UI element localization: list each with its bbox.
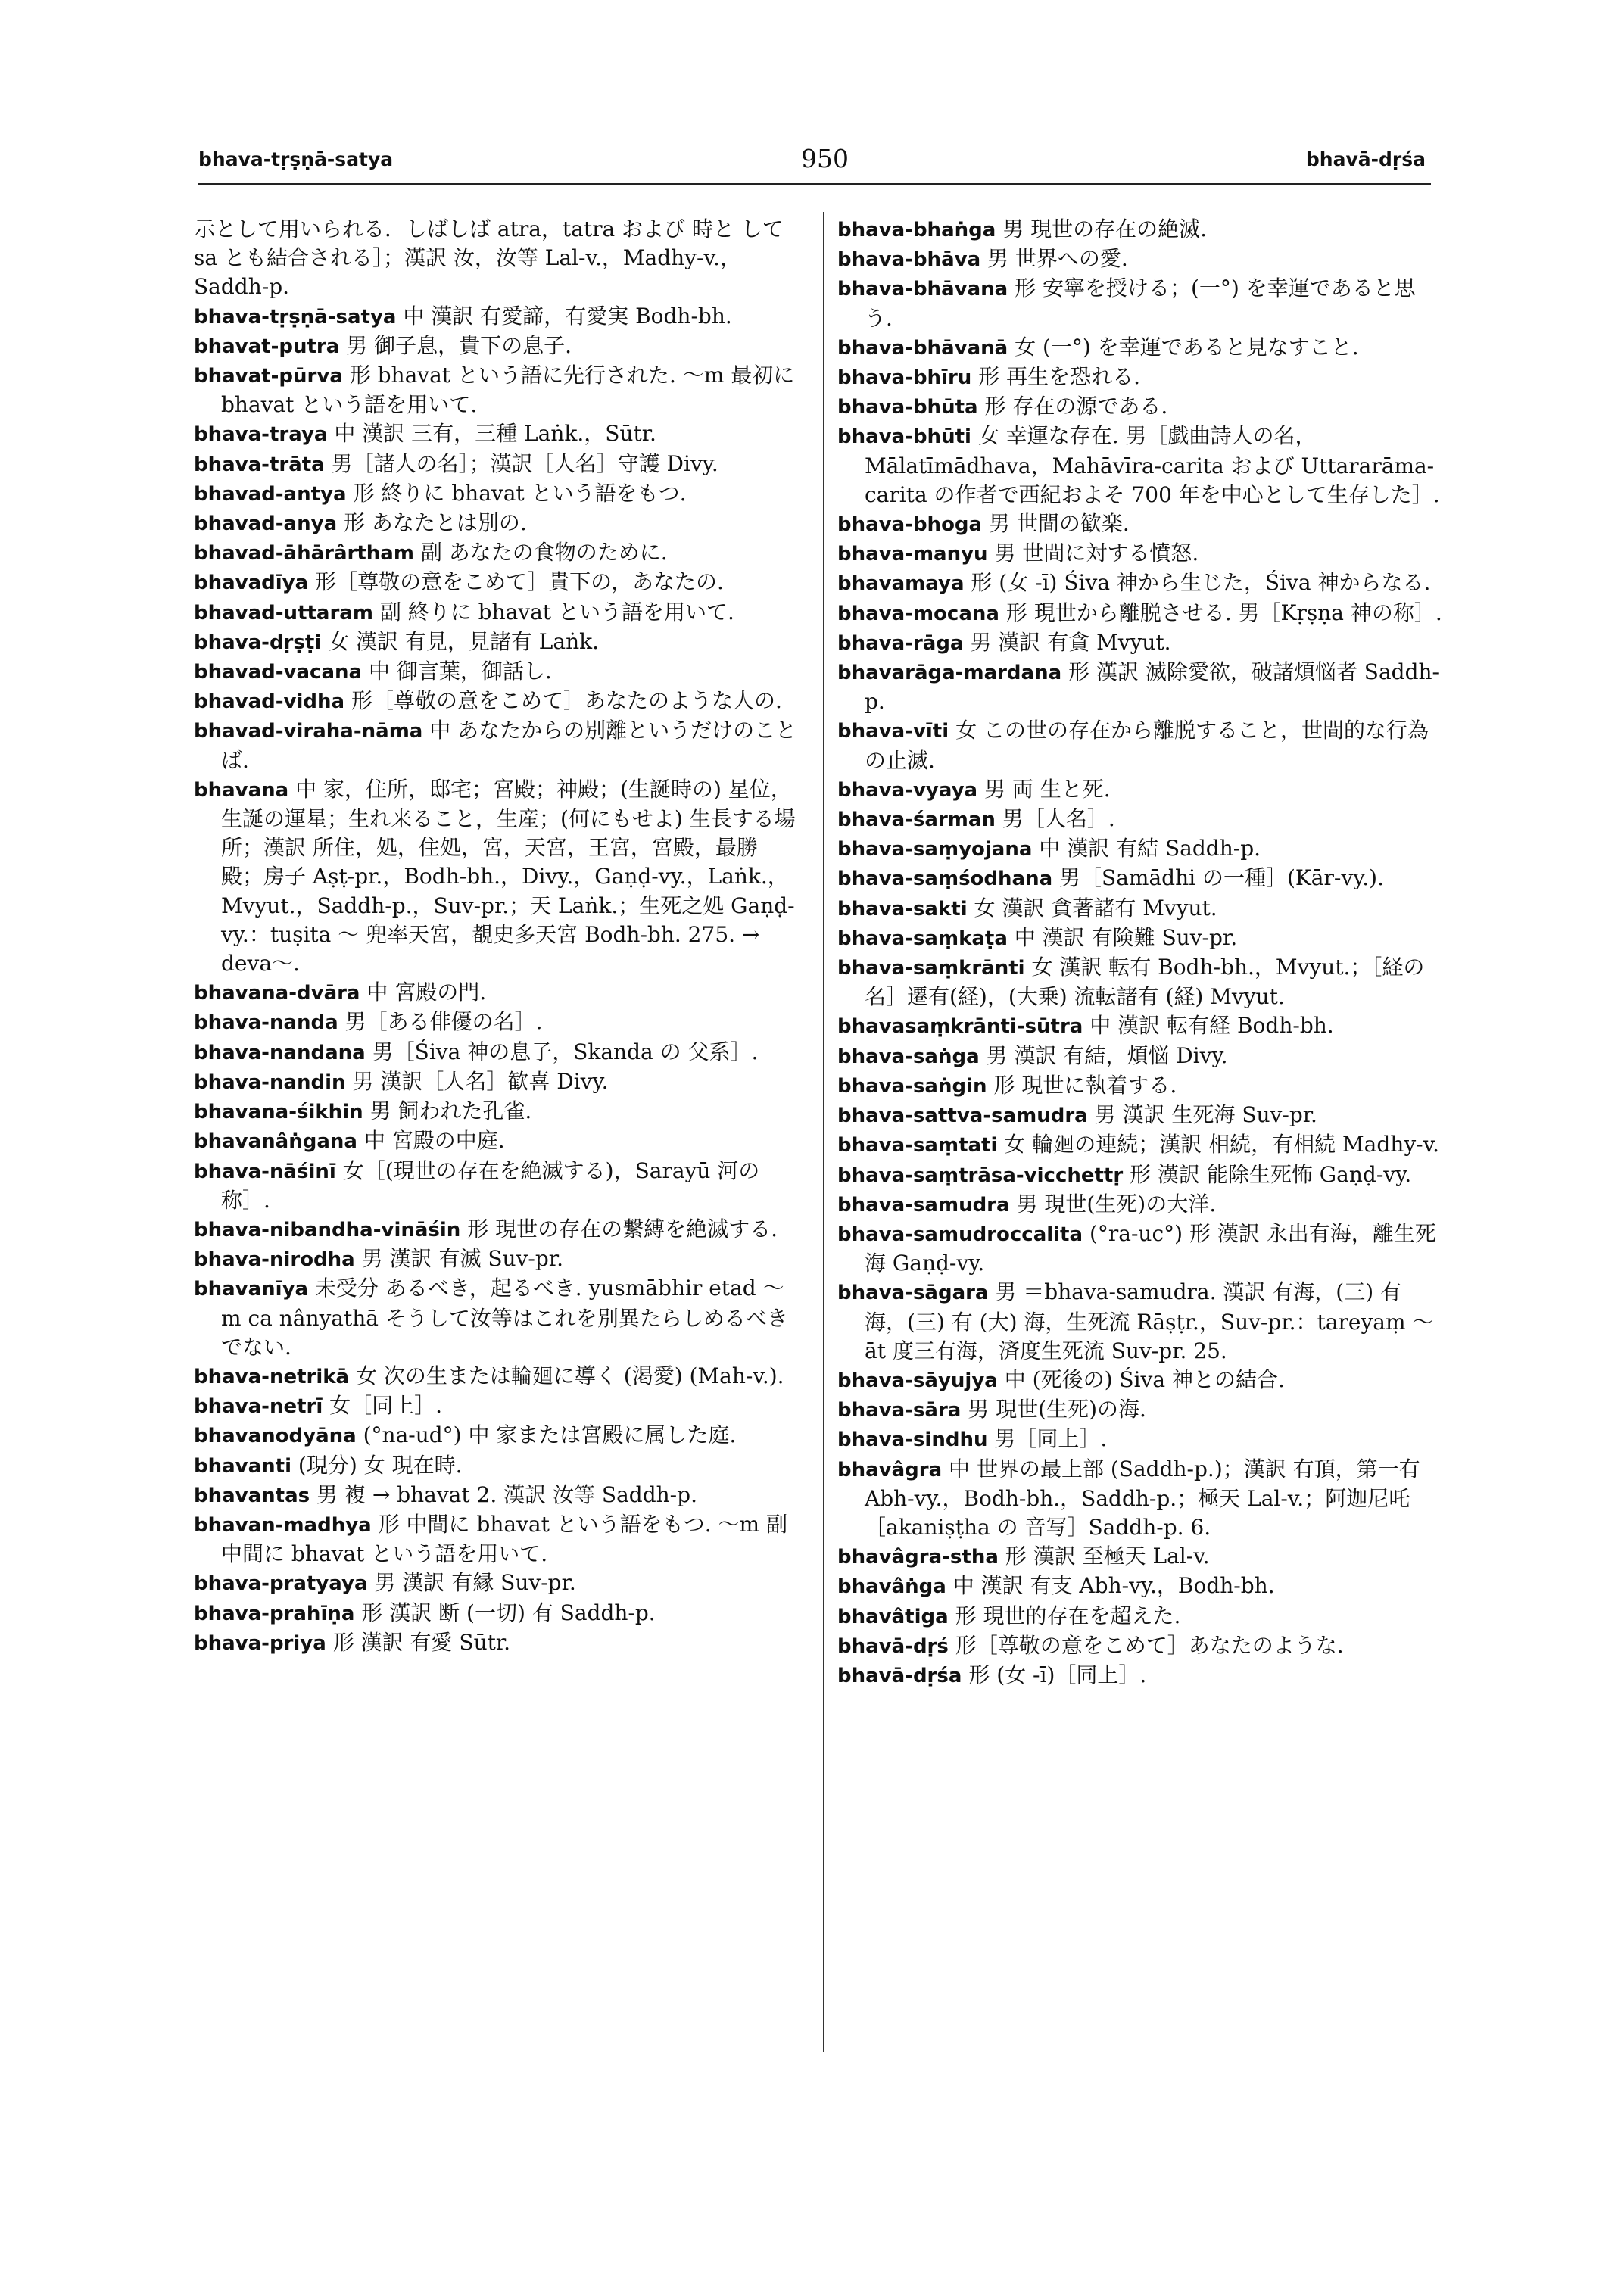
dictionary-entry <box>837 274 1443 332</box>
dictionary-entry <box>837 924 1443 953</box>
headword: bhava-sāra <box>837 1399 962 1422</box>
headword: bhava-tṛṣṇā-satya <box>194 305 397 329</box>
headword: bhava-samudra <box>837 1193 1010 1217</box>
dictionary-entry <box>194 1628 800 1658</box>
headword: bhavā-dṛś <box>837 1634 949 1658</box>
dictionary-entry <box>837 333 1443 363</box>
dictionary-entry <box>194 628 800 657</box>
headword: bhava-dṛṣṭi <box>194 631 322 654</box>
headword: bhava-netrikā <box>194 1365 350 1388</box>
definition: 形 中間に bhavat という語をもつ. ～m 副 中間に bhavat という語を用いて. <box>221 1511 787 1567</box>
dictionary-entry <box>194 687 800 716</box>
right-column <box>837 215 1443 1690</box>
column-divider <box>823 212 824 2052</box>
headword: bhava-bhīru <box>837 366 972 390</box>
dictionary-entry <box>837 658 1443 716</box>
dictionary-entry <box>194 1038 800 1067</box>
definition: 女 (一°) を幸運であると見なすこと. <box>1015 334 1359 360</box>
dictionary-entry <box>837 1190 1443 1220</box>
dictionary-entry <box>194 1391 800 1421</box>
dictionary-entry <box>194 361 800 419</box>
definition: 形 現世的存在を超えた. <box>955 1603 1181 1628</box>
dictionary-entry <box>194 1599 800 1628</box>
definition: 示として用いられる．しばしば atra，tatra および 時と して sa とも結合される］；漢訳 汝，汝等 Lal-v.，Madhy-v.，Saddh-p. <box>194 217 784 300</box>
definition: 男［Samādhi の一種］(Kār-vy.). <box>1059 865 1384 891</box>
definition: (°ra-uc°) 形 漢訳 永出有海，離生死海 Gaṇḍ-vy. <box>865 1220 1436 1276</box>
dictionary-entry <box>837 1220 1443 1278</box>
headword: bhava-sāgara <box>837 1282 989 1305</box>
headword: bhava-saṃkrānti <box>837 957 1025 980</box>
definition: 形［尊敬の意をこめて］あなたのような. <box>955 1632 1344 1658</box>
headword: bhavanâṅgana <box>194 1130 357 1154</box>
definition: 形 (女 -ī) Śiva 神から生じた，Śiva 神からなる. <box>971 570 1431 596</box>
dictionary-entry <box>837 1542 1443 1572</box>
headword: bhava-saṃtrāsa-vicchettṛ <box>837 1164 1124 1187</box>
definition: 女 次の生または輪廻に導く (渇愛) (Mah-v.). <box>356 1363 784 1388</box>
dictionary-entry <box>194 568 800 597</box>
definition: 男 漢訳 有縁 Suv-pr. <box>374 1570 576 1596</box>
definition: 形 現世から離脱させる. 男［Kṛṣṇa 神の称］. <box>1005 600 1442 625</box>
definition: 男［Śiva 神の息子，Skanda の 父系］. <box>372 1039 759 1064</box>
dictionary-entry <box>837 894 1443 924</box>
dictionary-entry <box>194 332 800 361</box>
dictionary-entry <box>837 422 1443 509</box>
dictionary-entry <box>194 1569 800 1598</box>
dictionary-entry <box>837 775 1443 805</box>
headword: bhava-prahīṇa <box>194 1602 355 1625</box>
definition: 男 現世(生死)の海. <box>968 1397 1146 1422</box>
definition: 未受分 あるべき，起るべき. yusmābhir etad ～m ca nânyathā そうして汝等はこれを別異たらしめるべきでない. <box>221 1276 788 1360</box>
headword: bhavasaṃkrānti-sūtra <box>837 1015 1083 1039</box>
definition: 形 再生を恐れる. <box>978 364 1141 390</box>
headword: bhavad-antya <box>194 482 347 506</box>
dictionary-entry <box>837 392 1443 422</box>
headword: bhavad-anya <box>194 512 338 536</box>
dictionary-entry <box>837 363 1443 392</box>
headword: bhava-pratyaya <box>194 1572 368 1596</box>
headword: bhavanti <box>194 1454 292 1478</box>
definition: 中 漢訳 有結 Saddh-p. <box>1039 836 1261 861</box>
headword: bhava-saṅga <box>837 1045 980 1068</box>
page-number: 950 <box>801 144 849 173</box>
dictionary-entry <box>837 628 1443 658</box>
dictionary-entry <box>837 1278 1443 1366</box>
dictionary-entry <box>837 1161 1443 1190</box>
dictionary-entry <box>194 450 800 479</box>
dictionary-entry <box>837 1011 1443 1041</box>
definition: 女 幸運な存在. 男［戯曲詩人の名，Mālatīmādhava，Mahāvīra-carita および Uttararāma-carita の作者で西紀およそ 700 年を中心として生存した］. <box>865 423 1440 507</box>
header-last-headword: bhavā-dṛśa <box>1305 148 1426 170</box>
dictionary-entry <box>194 1067 800 1097</box>
headword: bhava-nandin <box>194 1070 346 1094</box>
headword: bhava-sakti <box>837 897 968 921</box>
headword: bhava-bhāvana <box>837 278 1008 301</box>
headword: bhava-sāyujya <box>837 1369 998 1392</box>
headword: bhavamaya <box>837 572 965 596</box>
dictionary-entry <box>194 1157 800 1215</box>
dictionary-entry <box>837 1455 1443 1543</box>
dictionary-entry <box>194 716 800 774</box>
headword: bhava-manyu <box>837 543 988 566</box>
headword: bhava-mocana <box>837 602 999 625</box>
dictionary-entry <box>837 864 1443 893</box>
headword: bhava-nirodha <box>194 1248 355 1272</box>
definition: 女 この世の存在から離脱すること，世間的な行為の止滅. <box>865 718 1429 773</box>
dictionary-entry <box>837 805 1443 834</box>
headword: bhava-saṅgin <box>837 1074 987 1098</box>
headword: bhava-netrī <box>194 1395 323 1419</box>
headword: bhavâgra-stha <box>837 1546 999 1569</box>
definition: 男 世間に対する憤怒. <box>994 541 1199 566</box>
definition: 女 輪廻の連続；漢訳 相続，有相続 Madhy-v. <box>1004 1132 1439 1157</box>
dictionary-entry <box>837 539 1443 569</box>
headword: bhava-sindhu <box>837 1428 988 1452</box>
dictionary-entry <box>837 1101 1443 1130</box>
definition: (現分) 女 現在時. <box>298 1452 463 1478</box>
definition: 女［(現世の存在を絶滅する)，Sarayū 河の称］. <box>221 1157 760 1213</box>
definition: 中 あなたからの別離というだけのことば. <box>221 718 797 773</box>
definition: 男 御子息，貴下の息子. <box>346 332 572 358</box>
dictionary-entry <box>837 834 1443 864</box>
dictionary-entry <box>194 509 800 538</box>
headword: bhava-bhāva <box>837 248 981 272</box>
dictionary-entry <box>837 599 1443 628</box>
definition: 女 漢訳 貪著諸有 Mvyut. <box>974 895 1217 921</box>
dictionary-entry <box>194 302 800 332</box>
definition: 中 家，住所，邸宅；宮殿；神殿；(生誕時の) 星位，生誕の運星；生れ来ること，生産；(何にもせよ) 生長する場所；漢訳 所住，処，住処，宮，天宮，王宮，宮殿，最勝殿；房子 Aṣṭ-pr.，Bodh-bh.，Divy.，Gaṇḍ-vy.，Laṅk.，Mvyut.，Saddh-p.，Suv-pr.；天 Laṅk.；生死之処 Gaṇḍ-vy.：tuṣita ～ 兜率天宮，覩史多天宮 Bodh-bh. 275. → deva～. <box>221 776 796 977</box>
dictionary-entry <box>194 1362 800 1391</box>
dictionary-entry <box>194 657 800 687</box>
headword: bhava-bhūti <box>837 425 971 449</box>
dictionary-entry <box>194 978 800 1008</box>
headword: bhava-śarman <box>837 808 996 832</box>
headword: bhavantas <box>194 1484 310 1507</box>
definition: 中 宮殿の門. <box>366 980 487 1005</box>
definition: 男［ある俳優の名］. <box>344 1009 543 1035</box>
headword: bhava-saṃyojana <box>837 838 1033 861</box>
definition: 男［諸人の名］；漢訳［人名］守護 Divy. <box>331 450 718 476</box>
headword: bhava-nāśinī <box>194 1160 336 1183</box>
dictionary-entry <box>194 1510 800 1569</box>
headword: bhava-rāga <box>837 631 964 655</box>
headword: bhavad-vidha <box>194 690 345 714</box>
definition: 男 世間の歓楽. <box>989 511 1130 537</box>
page-header <box>0 144 1624 182</box>
dictionary-entry <box>837 1602 1443 1631</box>
dictionary-entry <box>837 1071 1443 1101</box>
headword: bhavâtiga <box>837 1605 949 1628</box>
definition: 男 世界への愛. <box>987 246 1128 272</box>
definition: (°na-ud°) 中 家または宮殿に属した庭. <box>363 1422 737 1448</box>
dictionary-entry <box>194 538 800 568</box>
dictionary-entry <box>837 509 1443 539</box>
headword: bhava-samudroccalita <box>837 1223 1083 1246</box>
headword: bhava-bhoga <box>837 513 983 537</box>
headword: bhavad-āhārârtham <box>194 542 414 565</box>
dictionary-entry <box>837 1130 1443 1160</box>
definition: 男［同上］. <box>994 1426 1108 1452</box>
headword: bhava-sattva-samudra <box>837 1104 1088 1128</box>
dictionary-entry <box>194 479 800 509</box>
definition: 形 漢訳 断 (一切) 有 Saddh-p. <box>361 1600 656 1625</box>
definition: 男 漢訳 生死海 Suv-pr. <box>1094 1102 1317 1128</box>
headword: bhavâgra <box>837 1458 943 1481</box>
dictionary-entry <box>837 1572 1443 1601</box>
headword: bhavan-madhya <box>194 1513 372 1537</box>
definition: 形 漢訳 有愛 Sūtr. <box>332 1629 511 1655</box>
headword: bhava-saṃtati <box>837 1134 998 1157</box>
left-column <box>194 215 800 1658</box>
headword: bhava-bhūta <box>837 396 978 419</box>
definition: 中 (死後の) Śiva 神との結合. <box>1004 1366 1285 1392</box>
definition: 副 あなたの食物のために. <box>420 540 668 565</box>
headword: bhava-nanda <box>194 1011 338 1035</box>
definition: 男 現世の存在の絶滅. <box>1002 217 1208 241</box>
dictionary-entry <box>837 1425 1443 1454</box>
dictionary-entry <box>194 1097 800 1126</box>
headword: bhavana <box>194 778 289 802</box>
dictionary-entry <box>194 1245 800 1274</box>
header-first-headword: bhava-tṛṣṇā-satya <box>198 148 394 170</box>
headword: bhava-vyaya <box>837 778 978 802</box>
headword: bhava-vīti <box>837 720 949 743</box>
definition: 形 存在の源である. <box>984 394 1168 419</box>
headword: bhava-nandana <box>194 1041 366 1064</box>
definition: 中 漢訳 有支 Abh-vy.，Bodh-bh. <box>952 1573 1275 1599</box>
definition: 男 複 → bhavat 2. 漢訳 汝等 Saddh-p. <box>316 1481 697 1507</box>
dictionary-entry <box>194 1451 800 1481</box>
definition: 形［尊敬の意をこめて］あなたのような人の. <box>351 688 782 714</box>
definition: 中 漢訳 有険難 Suv-pr. <box>1014 924 1238 950</box>
dictionary-entry <box>194 1274 800 1362</box>
dictionary-entry <box>194 1008 800 1037</box>
definition: 中 漢訳 三有，三種 Laṅk.，Sūtr. <box>334 421 656 447</box>
headword: bhavadīya <box>194 572 309 595</box>
definition: 男 漢訳［人名］歓喜 Divy. <box>352 1068 609 1094</box>
definition: 形［尊敬の意をこめて］貴下の，あなたの. <box>315 569 724 595</box>
definition: 形 漢訳 至極天 Lal-v. <box>1005 1544 1210 1569</box>
definition: 男 現世(生死)の大洋. <box>1016 1191 1217 1217</box>
dictionary-entry <box>194 215 800 302</box>
definition: 中 漢訳 有愛諦，有愛実 Bodh-bh. <box>403 303 732 329</box>
headword: bhavâṅga <box>837 1575 946 1599</box>
dictionary-entry <box>194 419 800 449</box>
definition: 副 終りに bhavat という語を用いて. <box>379 599 734 625</box>
headword: bhavarāga-mardana <box>837 662 1062 685</box>
definition: 中 宮殿の中庭. <box>363 1128 505 1154</box>
definition: 形 bhavat という語に先行された. ～m 最初に bhavat という語を用いて. <box>221 363 795 418</box>
dictionary-entry <box>837 1042 1443 1071</box>
headword: bhava-bhāvanā <box>837 336 1008 360</box>
definition: 形 現世に執着する. <box>993 1072 1177 1098</box>
dictionary-entry <box>837 245 1443 274</box>
dictionary-entry <box>837 215 1443 245</box>
headword: bhavad-vacana <box>194 661 363 684</box>
definition: 女 漢訳 転有 Bodh-bh.，Mvyut.；［経の名］遷有(経)，(大乗) 流転諸有 (経) Mvyut. <box>865 955 1425 1010</box>
dictionary-entry <box>194 1481 800 1510</box>
dictionary-entry <box>837 716 1443 774</box>
headword: bhavana-dvāra <box>194 982 360 1005</box>
headword: bhava-bhaṅga <box>837 219 996 241</box>
headword: bhavana-śikhin <box>194 1101 363 1124</box>
definition: 形 (女 -ī)［同上］. <box>968 1662 1147 1687</box>
definition: 男 飼われた孔雀. <box>369 1098 532 1124</box>
dictionary-entry <box>837 1631 1443 1661</box>
definition: 形 漢訳 能除生死怖 Gaṇḍ-vy. <box>1130 1161 1412 1187</box>
dictionary-entry <box>837 1395 1443 1425</box>
definition: 中 世界の最上部 (Saddh-p.)；漢訳 有頂，第一有 Abh-vy.，Bodh-bh.，Saddh-p.；極天 Lal-v.；阿迦尼吒［akaniṣṭha の 音写］Saddh-p. 6. <box>865 1456 1420 1540</box>
definition: 中 御言葉，御話し. <box>368 659 552 684</box>
definition: 男 ＝bhava-samudra. 漢訳 有海，(三) 有海，(三) 有 (大) 海，生死流 Rāṣṭr.，Suv-pr.：tareyaṃ ～āt 度三有海，済度生死流 Suv-pr. 25. <box>865 1279 1434 1363</box>
definition: 男 漢訳 有貪 Mvyut. <box>970 629 1171 655</box>
dictionary-entry <box>837 569 1443 598</box>
definition: 女［同上］. <box>329 1393 443 1419</box>
headword: bhava-saṃśodhana <box>837 868 1053 891</box>
definition: 形 漢訳 滅除愛欲，破諸煩悩者 Saddh-p. <box>865 659 1439 715</box>
definition: 形 安寧を授ける；(一°) を幸運であると思う. <box>865 276 1416 331</box>
definition: 男 漢訳 有結，煩悩 Divy. <box>986 1042 1228 1068</box>
headword: bhava-priya <box>194 1631 326 1655</box>
headword: bhava-traya <box>194 423 328 447</box>
definition: 中 漢訳 転有経 Bodh-bh. <box>1089 1013 1334 1039</box>
headword: bhavat-putra <box>194 335 340 358</box>
headword: bhavanīya <box>194 1278 309 1301</box>
headword: bhava-trāta <box>194 453 325 476</box>
definition: 男 両 生と死. <box>984 776 1111 802</box>
definition: 形 現世の存在の繋縛を絶滅する. <box>467 1216 778 1242</box>
dictionary-entry <box>837 1661 1443 1690</box>
dictionary-entry <box>194 1126 800 1156</box>
dictionary-entry <box>194 1421 800 1450</box>
definition: 女 漢訳 有見，見諸有 Laṅk. <box>328 628 599 654</box>
dictionary-entry <box>194 775 800 978</box>
dictionary-entry <box>837 1366 1443 1395</box>
definition: 形 あなたとは別の. <box>344 510 527 536</box>
headword: bhava-saṃkaṭa <box>837 927 1008 950</box>
headword: bhavat-pūrva <box>194 365 343 388</box>
headword: bhavā-dṛśa <box>837 1664 962 1687</box>
definition: 男 漢訳 有滅 Suv-pr. <box>361 1246 563 1272</box>
headword: bhavad-uttaram <box>194 601 373 625</box>
headword: bhavanodyāna <box>194 1425 357 1448</box>
header-rule <box>198 183 1431 185</box>
headword: bhavad-viraha-nāma <box>194 720 423 743</box>
dictionary-entry <box>837 953 1443 1011</box>
dictionary-entry <box>194 1215 800 1245</box>
headword: bhava-nibandha-vināśin <box>194 1218 461 1242</box>
definition: 男［人名］. <box>1002 806 1115 832</box>
definition: 形 終りに bhavat という語をもつ. <box>353 480 687 506</box>
dictionary-entry <box>194 598 800 628</box>
